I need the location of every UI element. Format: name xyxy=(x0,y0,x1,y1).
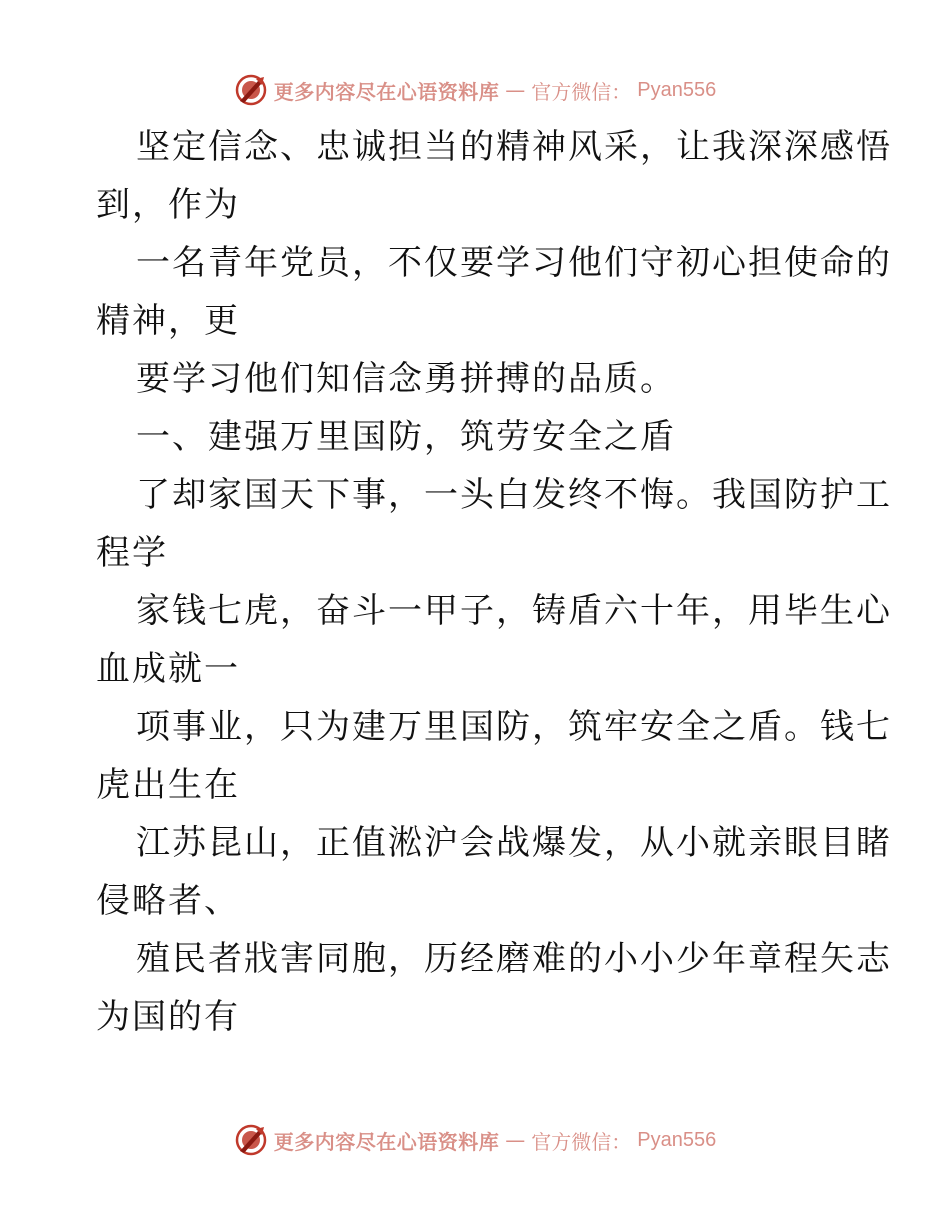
paragraph-line: 血成就一 xyxy=(96,649,240,689)
paragraph-line: 江苏昆山，正值淞沪会战爆发，从小就亲眼目睹 xyxy=(136,823,892,863)
paragraph-line: 为国的有 xyxy=(96,997,240,1037)
paragraph-line: 到，作为 xyxy=(96,185,240,225)
watermark-dash: — xyxy=(505,78,526,102)
paragraph-line: 侵略者、 xyxy=(96,881,240,921)
paragraph-line: 一、建强万里国防，筑劳安全之盾 xyxy=(136,417,676,457)
paragraph-line: 精神，更 xyxy=(96,301,240,341)
watermark-dash: — xyxy=(505,1128,526,1152)
paragraph-line: 项事业，只为建万里国防，筑牢安全之盾。钱七 xyxy=(136,707,892,747)
paragraph-line: 要学习他们知信念勇拼搏的品质。 xyxy=(136,359,676,399)
watermark-wechat-id: Pyan556 xyxy=(637,1128,717,1151)
paragraph-line: 殖民者戕害同胞，历经磨难的小小少年章程矢志 xyxy=(136,939,892,979)
paragraph-line: 虎出生在 xyxy=(96,765,240,805)
document-body xyxy=(96,118,892,1046)
watermark-text: 更多内容尽在心语资料库 xyxy=(273,79,500,104)
paragraph-line: 坚定信念、忠诚担当的精神风采，让我深深感悟 xyxy=(136,127,892,167)
quill-pen-logo-icon xyxy=(234,73,268,107)
watermark-wechat-id: Pyan556 xyxy=(637,78,717,101)
watermark-wechat-label: 官方微信： xyxy=(531,1129,632,1154)
quill-pen-logo-icon xyxy=(234,1123,268,1157)
footer-watermark xyxy=(0,1120,950,1160)
paragraph-line: 家钱七虎，奋斗一甲子，铸盾六十年，用毕生心 xyxy=(136,591,892,631)
paragraph-line: 了却家国天下事，一头白发终不悔。我国防护工 xyxy=(136,475,892,515)
watermark-wechat-label: 官方微信： xyxy=(531,79,632,104)
paragraph-line: 一名青年党员，不仅要学习他们守初心担使命的 xyxy=(136,243,892,283)
header-watermark xyxy=(0,70,950,110)
paragraph-line: 程学 xyxy=(96,533,168,573)
watermark-text: 更多内容尽在心语资料库 xyxy=(273,1129,500,1154)
